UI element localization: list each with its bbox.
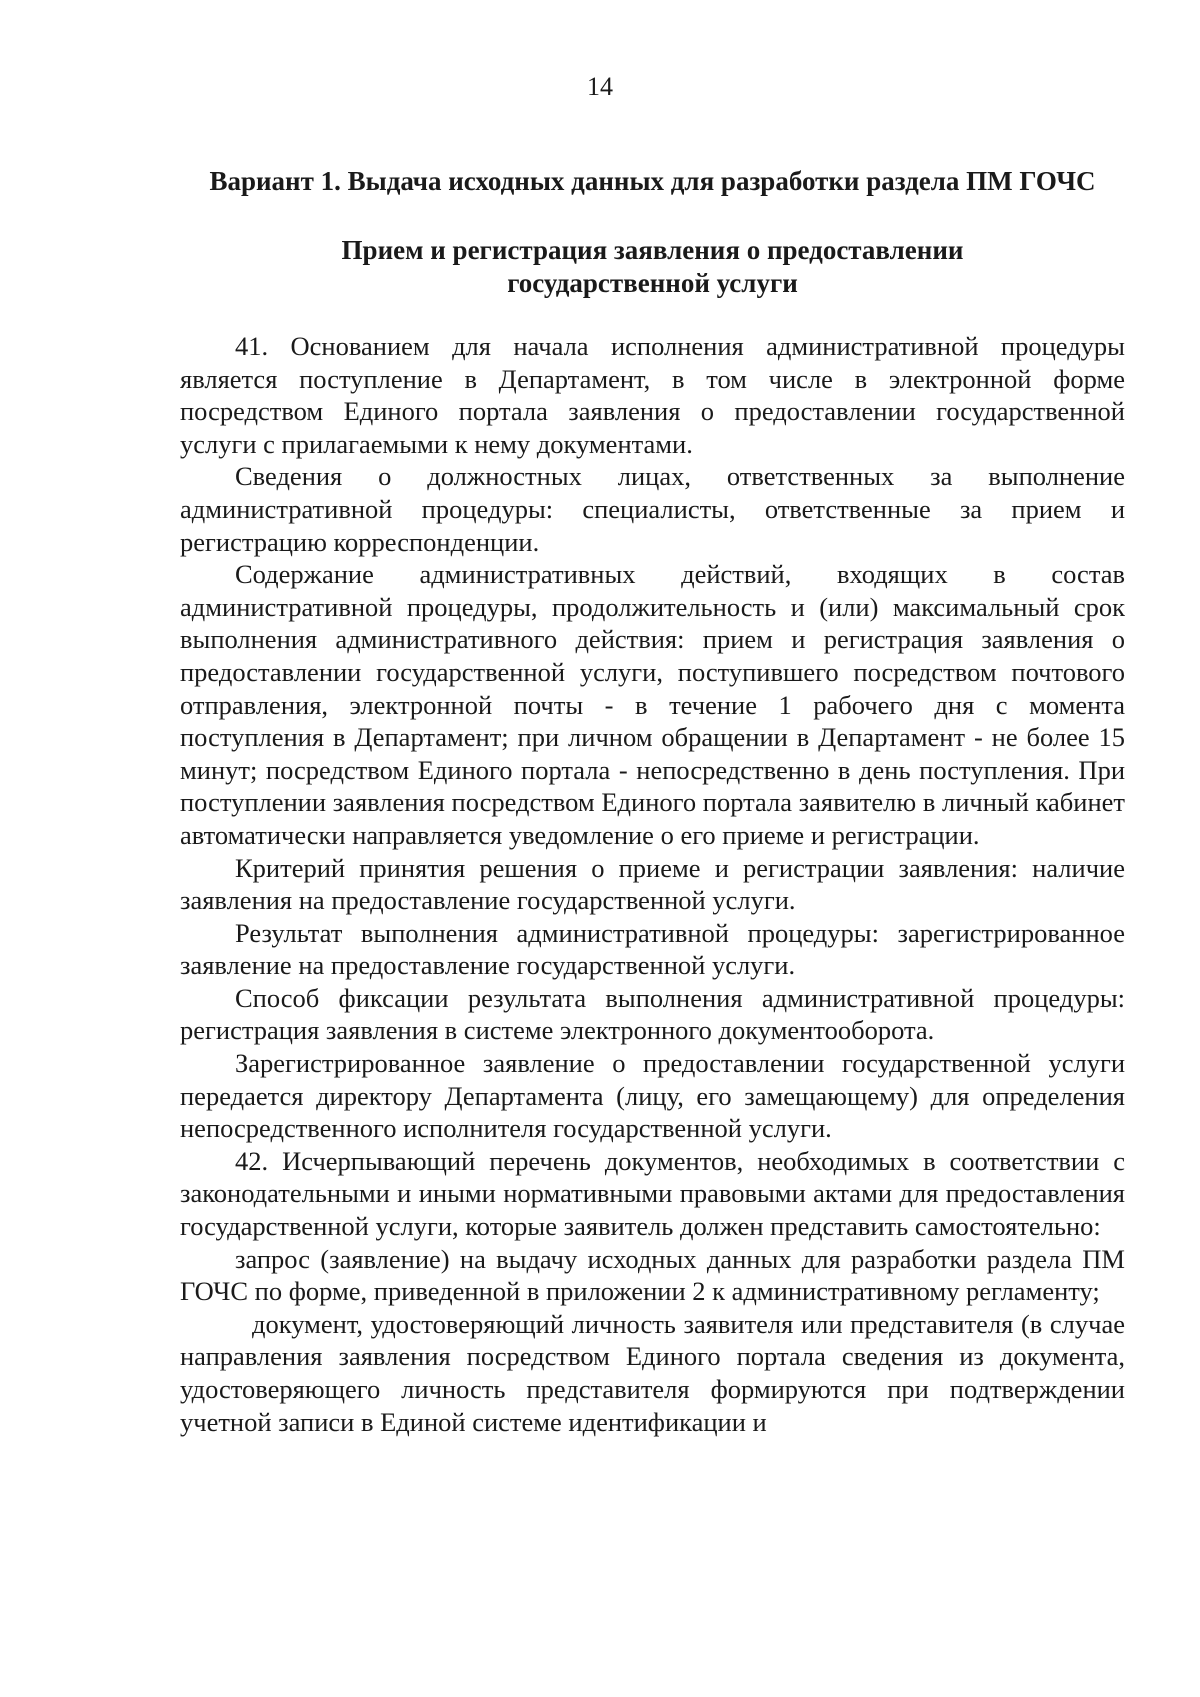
list-item-request: запрос (заявление) на выдачу исходных данных для разработки раздела ПМ ГОЧС по форме, приведенной в приложении 2 к административному регламенту; xyxy=(180,1243,1125,1307)
paragraph-criterion: Критерий принятия решения о приеме и регистрации заявления: наличие заявления на предоставление государственной услуги. xyxy=(180,852,1125,916)
subsection-title xyxy=(180,234,1125,300)
section-title: Вариант 1. Выдача исходных данных для разработки раздела ПМ ГОЧС xyxy=(209,166,1096,196)
paragraph-41: 41. Основанием для начала исполнения административной процедуры является поступление в Департамент, в том числе в электронной форме посредством Единого портала заявления о предоставлении государственной услуги с прилагаемыми к нему документами. xyxy=(180,331,1125,459)
paragraph-fixation: Способ фиксации результата выполнения административной процедуры: регистрация заявления в системе электронного документооборота. xyxy=(180,982,1125,1046)
subsection-title-line: Прием и регистрация заявления о предоставлении xyxy=(341,235,964,265)
subsection-title-line: государственной услуги xyxy=(507,268,798,298)
list-item-identity-document: документ, удостоверяющий личность заявителя или представителя (в случае направления заявления посредством Единого портала сведения из документа, удостоверяющего личность представителя формируются при подтверждении учетной записи в Единой системе идентификации и xyxy=(180,1308,1125,1437)
paragraph-transfer: Зарегистрированное заявление о предоставлении государственной услуги передается директору Департамента (лицу, его замещающему) для определения непосредственного исполнителя государственной услуги. xyxy=(180,1048,1125,1144)
paragraph-42: 42. Исчерпывающий перечень документов, необходимых в соответствии с законодательными и иными нормативными правовыми актами для предоставления государственной услуги, которые заявитель должен представить самостоятельно: xyxy=(180,1145,1125,1242)
page-number: 14 xyxy=(587,72,613,101)
paragraph-result: Результат выполнения административной процедуры: зарегистрированное заявление на предоставление государственной услуги. xyxy=(180,917,1125,981)
paragraph-actions: Содержание административных действий, входящих в состав административной процедуры, продолжительность и (или) максимальный срок выполнения административного действия: прием и регистрация заявления о предоставлении государственной услуги, поступившего посредством почтового отправления, электронной почты - в течение 1 рабочего дня с момента поступления в Департамент; при личном обращении в Департамент - не более 15 минут; посредством Единого портала - непосредственно в день поступления. При поступлении заявления посредством Единого портала заявителю в личный кабинет автоматически направляется уведомление о его приеме и регистрации. xyxy=(180,559,1125,850)
document-body xyxy=(180,330,1125,1438)
paragraph-officials: Сведения о должностных лицах, ответственных за выполнение административной процедуры: специалисты, ответственные за прием и регистрацию корреспонденции. xyxy=(180,461,1125,557)
